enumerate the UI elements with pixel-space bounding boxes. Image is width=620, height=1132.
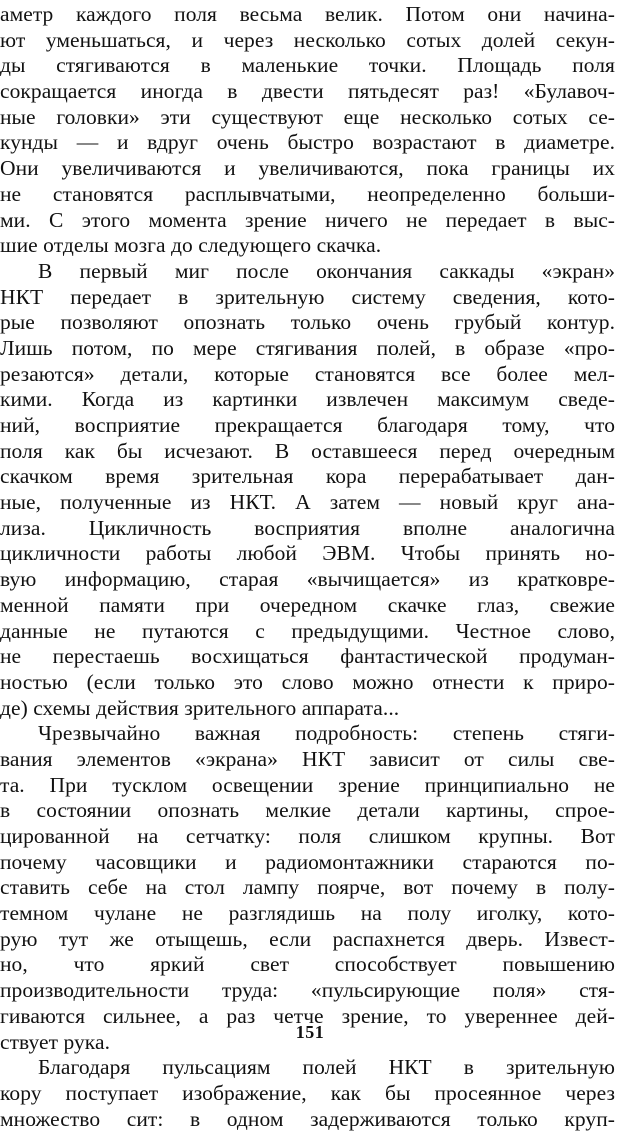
text-line: кунды — и вдруг очень быстро возрастают в диаметре. (0, 130, 615, 155)
text-line: множество сит: в одном задерживаются только круп- (0, 1106, 615, 1131)
text-line: ные головки» эти существуют еще несколько сотых се- (0, 104, 615, 129)
text-line: рую тут же отыщешь, если распахнется дверь. Извест- (0, 926, 615, 951)
paragraph-first-line: Благодаря пульсациям полей НКТ в зрительную (38, 1055, 615, 1080)
text-line: ностью (если только это слово можно отнести к приро- (0, 669, 615, 694)
text-line: но, что яркий свет способствует повышению (0, 952, 615, 977)
text-line: вую информацию, старая «вычищается» из кратковре- (0, 567, 615, 592)
text-line: Лишь потом, по мере стягивания полей, в образе «про- (0, 335, 615, 360)
text-line: почему часовщики и радиомонтажники стараются по- (0, 849, 615, 874)
text-line: гиваются сильнее, а раз четче зрение, то увереннее дей- (0, 1003, 615, 1028)
text-line: цированной на сетчатку: поля слишком крупны. Вот (0, 824, 615, 848)
page-number: 151 (295, 1022, 325, 1042)
text-line: темном чулане не разглядишь на полу иголку, кото- (0, 901, 615, 926)
text-line: менной памяти при очередном скачке глаз, свежие (0, 592, 615, 617)
text-line: в состоянии опознать мелкие детали картины, спрое- (0, 798, 615, 823)
text-line: не становятся расплывчатыми, неопределенно больши- (0, 181, 615, 206)
text-line: Они увеличиваются и увеличиваются, пока границы их (0, 156, 615, 181)
text-line: поля как бы исчезают. В оставшееся перед очередным (0, 438, 615, 463)
text-line: кору поступает изображение, как бы просеянное через (0, 1080, 615, 1105)
text-line: де) схемы действия зрительного аппарата... (0, 695, 400, 720)
text-line: рые позволяют опознать только очень грубый контур. (0, 310, 615, 335)
text-line: НКТ передает в зрительную систему сведения, кото- (0, 284, 615, 309)
text-line: та. При тусклом освещении зрение принципиально не (0, 772, 615, 797)
text-line: цикличности работы любой ЭВМ. Чтобы принять но- (0, 541, 615, 566)
body-text (0, 2, 615, 1132)
text-line: кими. Когда из картинки извлечен максимум сведе- (0, 387, 615, 412)
text-line: ные, полученные из НКТ. А затем — новый круг ана- (0, 490, 615, 515)
text-line: лиза. Цикличность восприятия вполне аналогична (0, 515, 615, 540)
paragraph-first-line: Чрезвычайно важная подробность: степень стяги- (38, 721, 615, 746)
text-line: ют уменьшаться, и через несколько сотых долей секун- (0, 27, 615, 52)
text-line: ний, восприятие прекращается благодаря тому, что (0, 413, 615, 437)
text-line: аметр каждого поля весьма велик. Потом они начина- (0, 2, 615, 26)
text-line: скачком время зрительная кора перерабатывает дан- (0, 464, 615, 489)
text-line: вания элементов «экрана» НКТ зависит от силы све- (0, 746, 615, 771)
text-line: резаются» детали, которые становятся все более мел- (0, 361, 615, 386)
text-line: ми. С этого момента зрение ничего не передает в выс- (0, 207, 615, 232)
text-line: не перестаешь восхищаться фантастической продуман- (0, 644, 615, 669)
paragraph-first-line: В первый миг после окончания саккады «экран» (38, 258, 615, 283)
text-line: ды стягиваются в маленькие точки. Площадь поля (0, 53, 615, 78)
text-line: шие отделы мозга до следующего скачка. (0, 233, 382, 258)
text-line: данные не путаются с предыдущими. Честное слово, (0, 618, 615, 643)
text-line: сокращается иногда в двести пятьдесят раз! «Булавоч- (0, 79, 615, 104)
text-line: ставить себе на стол лампу поярче, вот почему в полу- (0, 875, 615, 900)
text-line: ствует рука. (0, 1029, 110, 1054)
text-line: производительности труда: «пульсирующие поля» стя- (0, 978, 615, 1003)
